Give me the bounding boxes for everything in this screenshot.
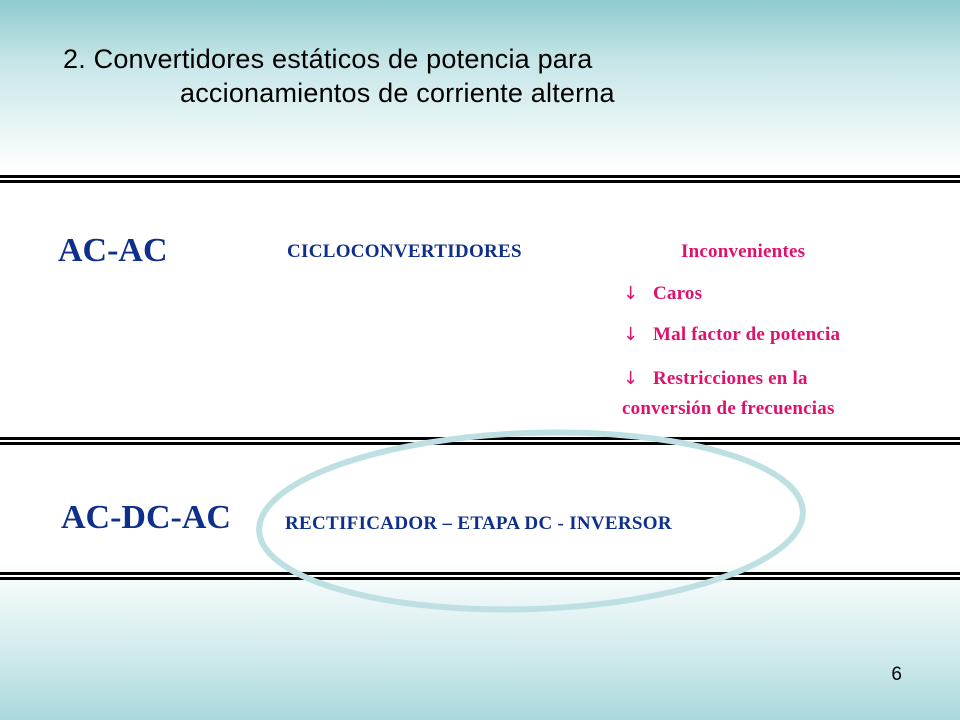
drawback-text-2: Mal factor de potencia xyxy=(653,324,841,345)
down-arrow-icon: ↓ xyxy=(623,368,639,389)
rectifier-dc-inverter-chain: RECTIFICADOR – ETAPA DC - INVERSOR xyxy=(285,513,672,534)
down-arrow-icon: ↓ xyxy=(623,324,639,345)
drawbacks-title: Inconvenientes xyxy=(681,241,806,262)
divider-middle xyxy=(0,437,960,440)
page-number: 6 xyxy=(891,664,902,685)
divider-bottom xyxy=(0,572,960,575)
drawback-text-3: Restricciones en la xyxy=(653,368,808,389)
drawback-item-3 xyxy=(623,368,808,390)
ac-dc-ac-label: AC-DC-AC xyxy=(61,499,231,536)
drawback-item-3-continuation: conversión de frecuencias xyxy=(622,398,835,419)
down-arrow-icon: ↓ xyxy=(623,283,639,304)
title-line-1: 2. Convertidores estáticos de potencia para xyxy=(63,44,593,74)
drawback-item-1 xyxy=(623,283,702,305)
title-line-2: accionamientos de corriente alterna xyxy=(180,78,615,108)
slide-title xyxy=(63,42,615,110)
divider-top xyxy=(0,175,960,178)
drawback-text-1: Caros xyxy=(653,283,703,304)
drawback-item-2 xyxy=(623,324,840,346)
ac-ac-label: AC-AC xyxy=(58,232,168,269)
cycloconverter-label: CICLOCONVERTIDORES xyxy=(287,241,522,262)
